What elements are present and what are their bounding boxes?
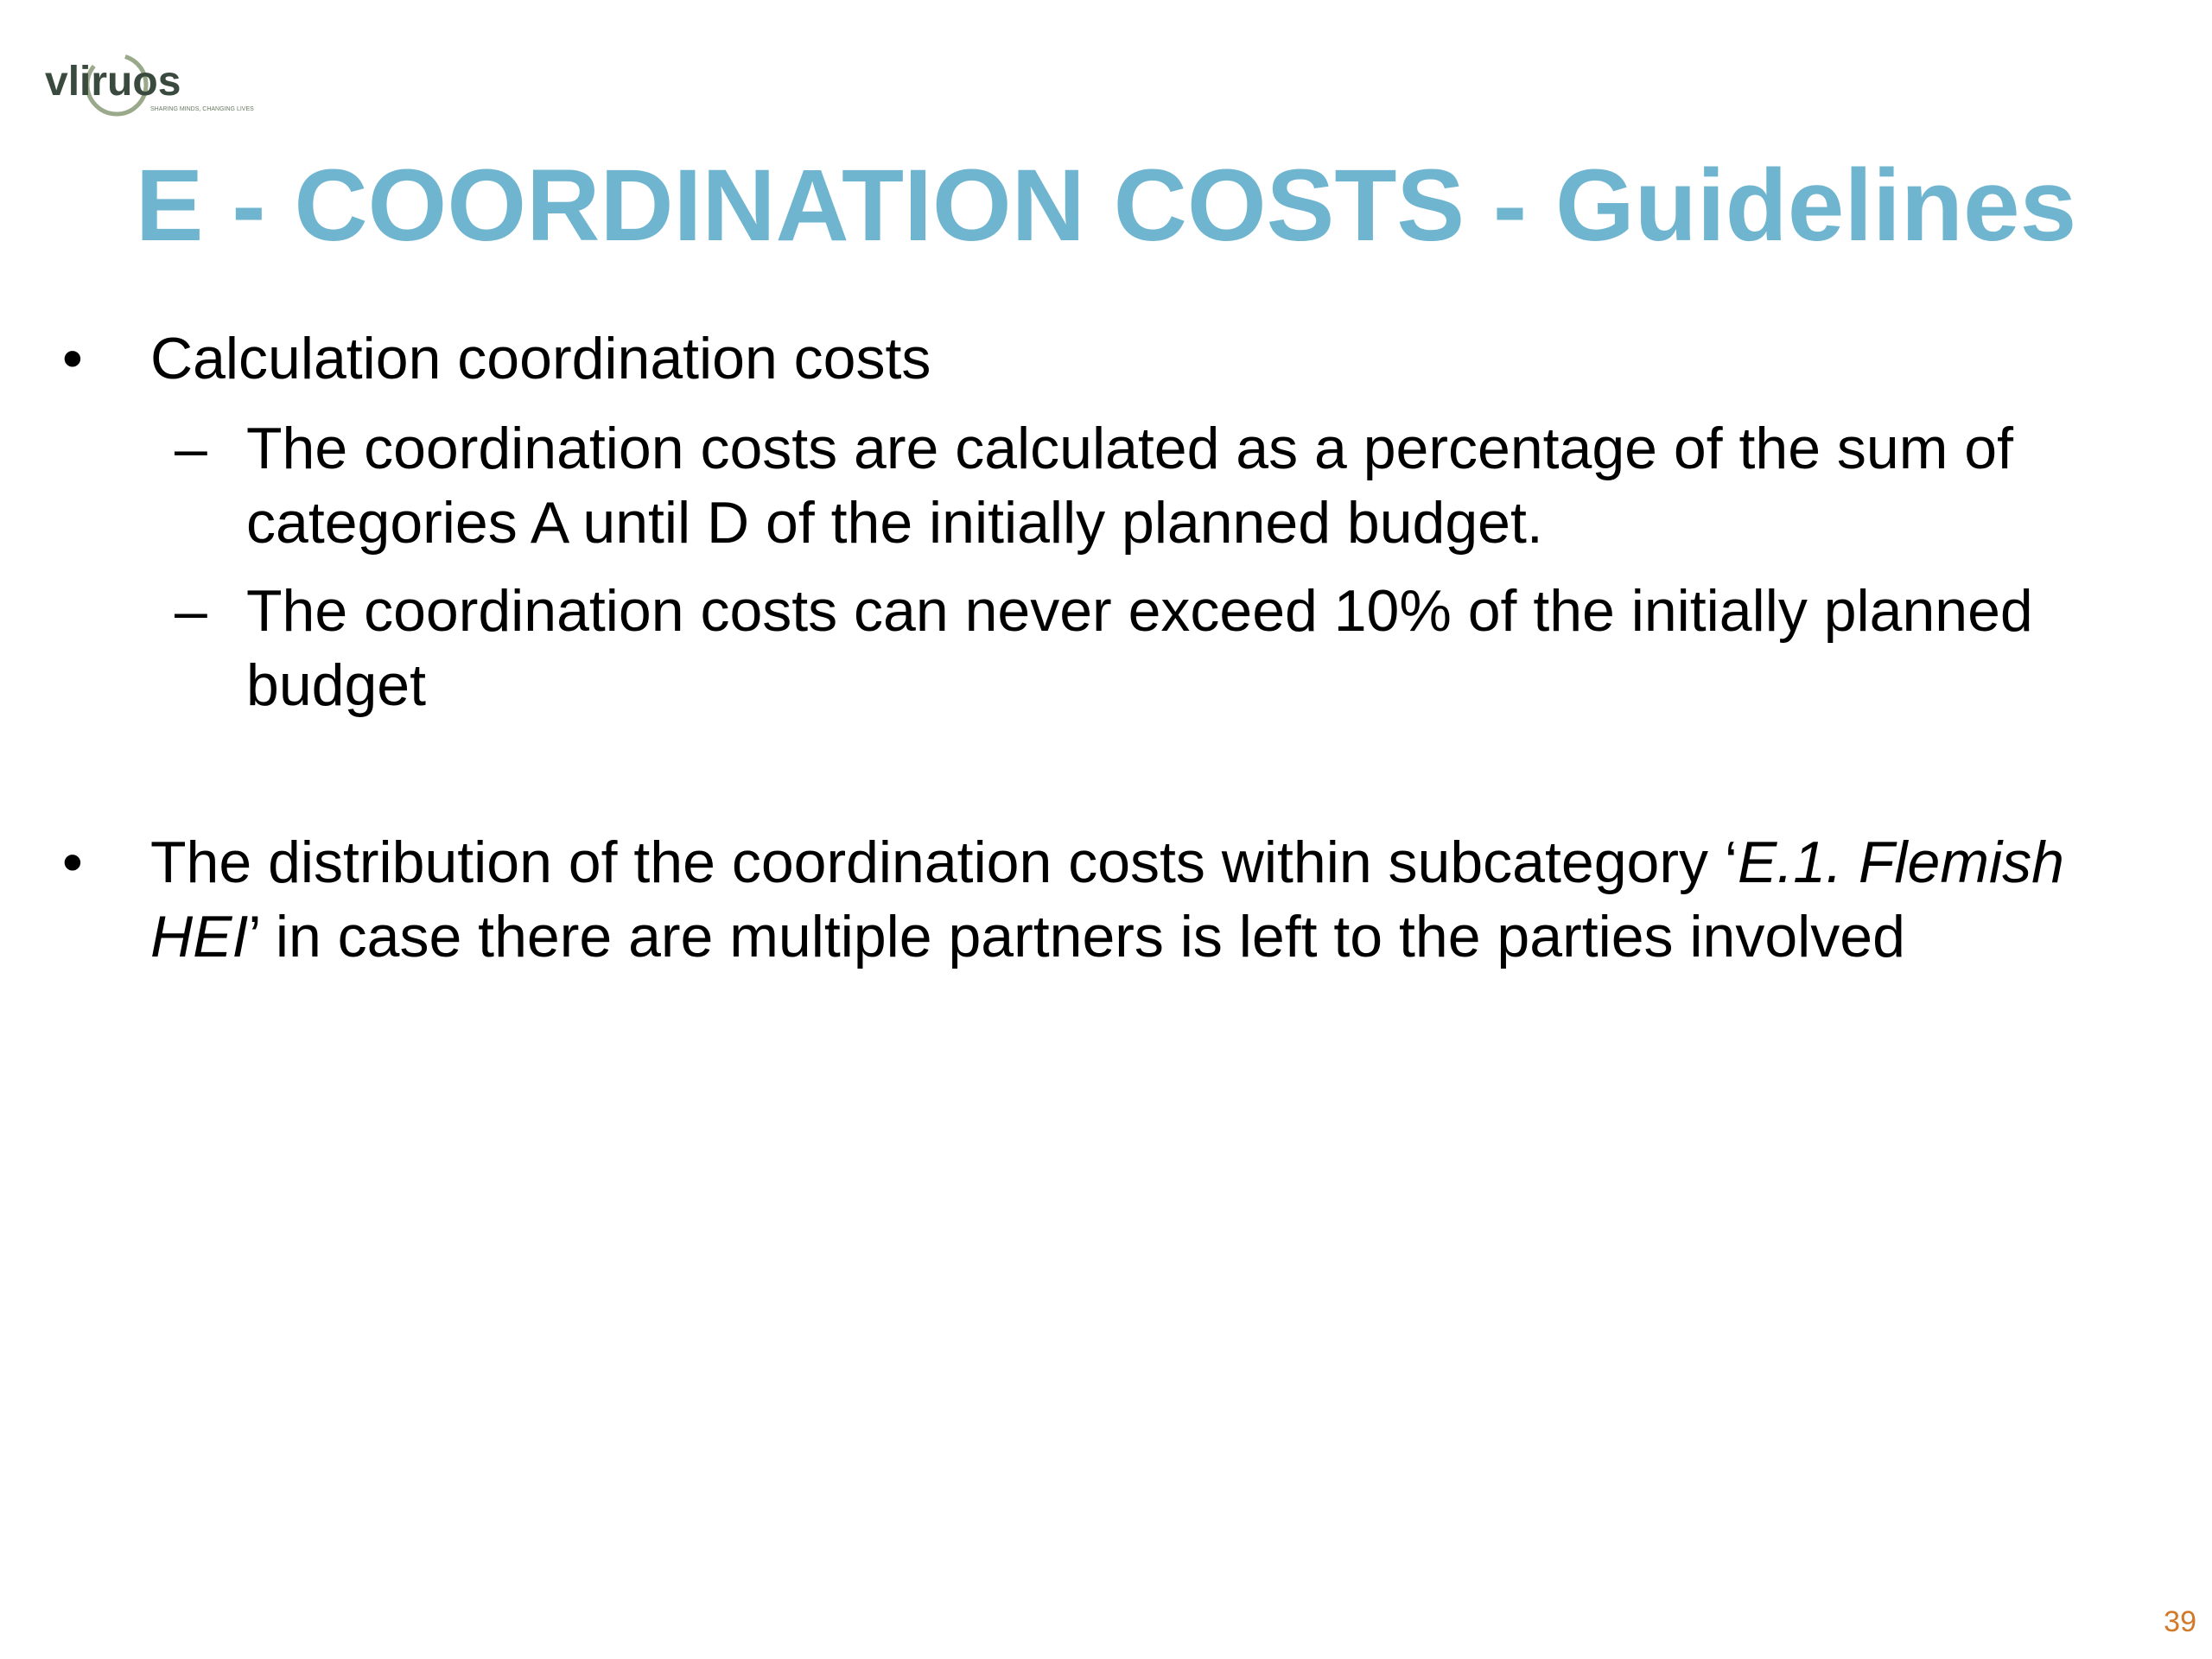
slide-title: E - COORDINATION COSTS - Guidelines bbox=[135, 149, 2077, 263]
vliruos-logo bbox=[45, 50, 321, 123]
subcategory-name: E.1. Flemish HEI bbox=[150, 830, 2064, 969]
sub-bullet-dash: – bbox=[175, 416, 207, 481]
bullet-text bbox=[150, 825, 2172, 974]
bullet-text-start: The distribution of the coordination costs within subcategory ‘ bbox=[150, 830, 1738, 895]
logo-brand-text: vliruos bbox=[45, 59, 181, 105]
bullet-dot: • bbox=[62, 326, 83, 391]
vliruos-logo-mark bbox=[45, 50, 321, 123]
sub-bullet-dash: – bbox=[175, 578, 207, 644]
bullet-text-end: ’ in case there are multiple partners is left to the parties involved bbox=[248, 904, 1905, 969]
logo-tagline: SHARING MINDS, CHANGING LIVES bbox=[150, 106, 254, 112]
bullet-text: Calculation coordination costs bbox=[150, 326, 931, 391]
page-number: 39 bbox=[2164, 1605, 2196, 1638]
sub-bullet-text: The coordination costs can never exceed 10% of the initially planned budget bbox=[246, 578, 2033, 718]
bullet-dot: • bbox=[62, 830, 83, 895]
sub-bullet-text: The coordination costs are calculated as a percentage of the sum of categories A until D of the initially planned budget. bbox=[246, 416, 2013, 556]
